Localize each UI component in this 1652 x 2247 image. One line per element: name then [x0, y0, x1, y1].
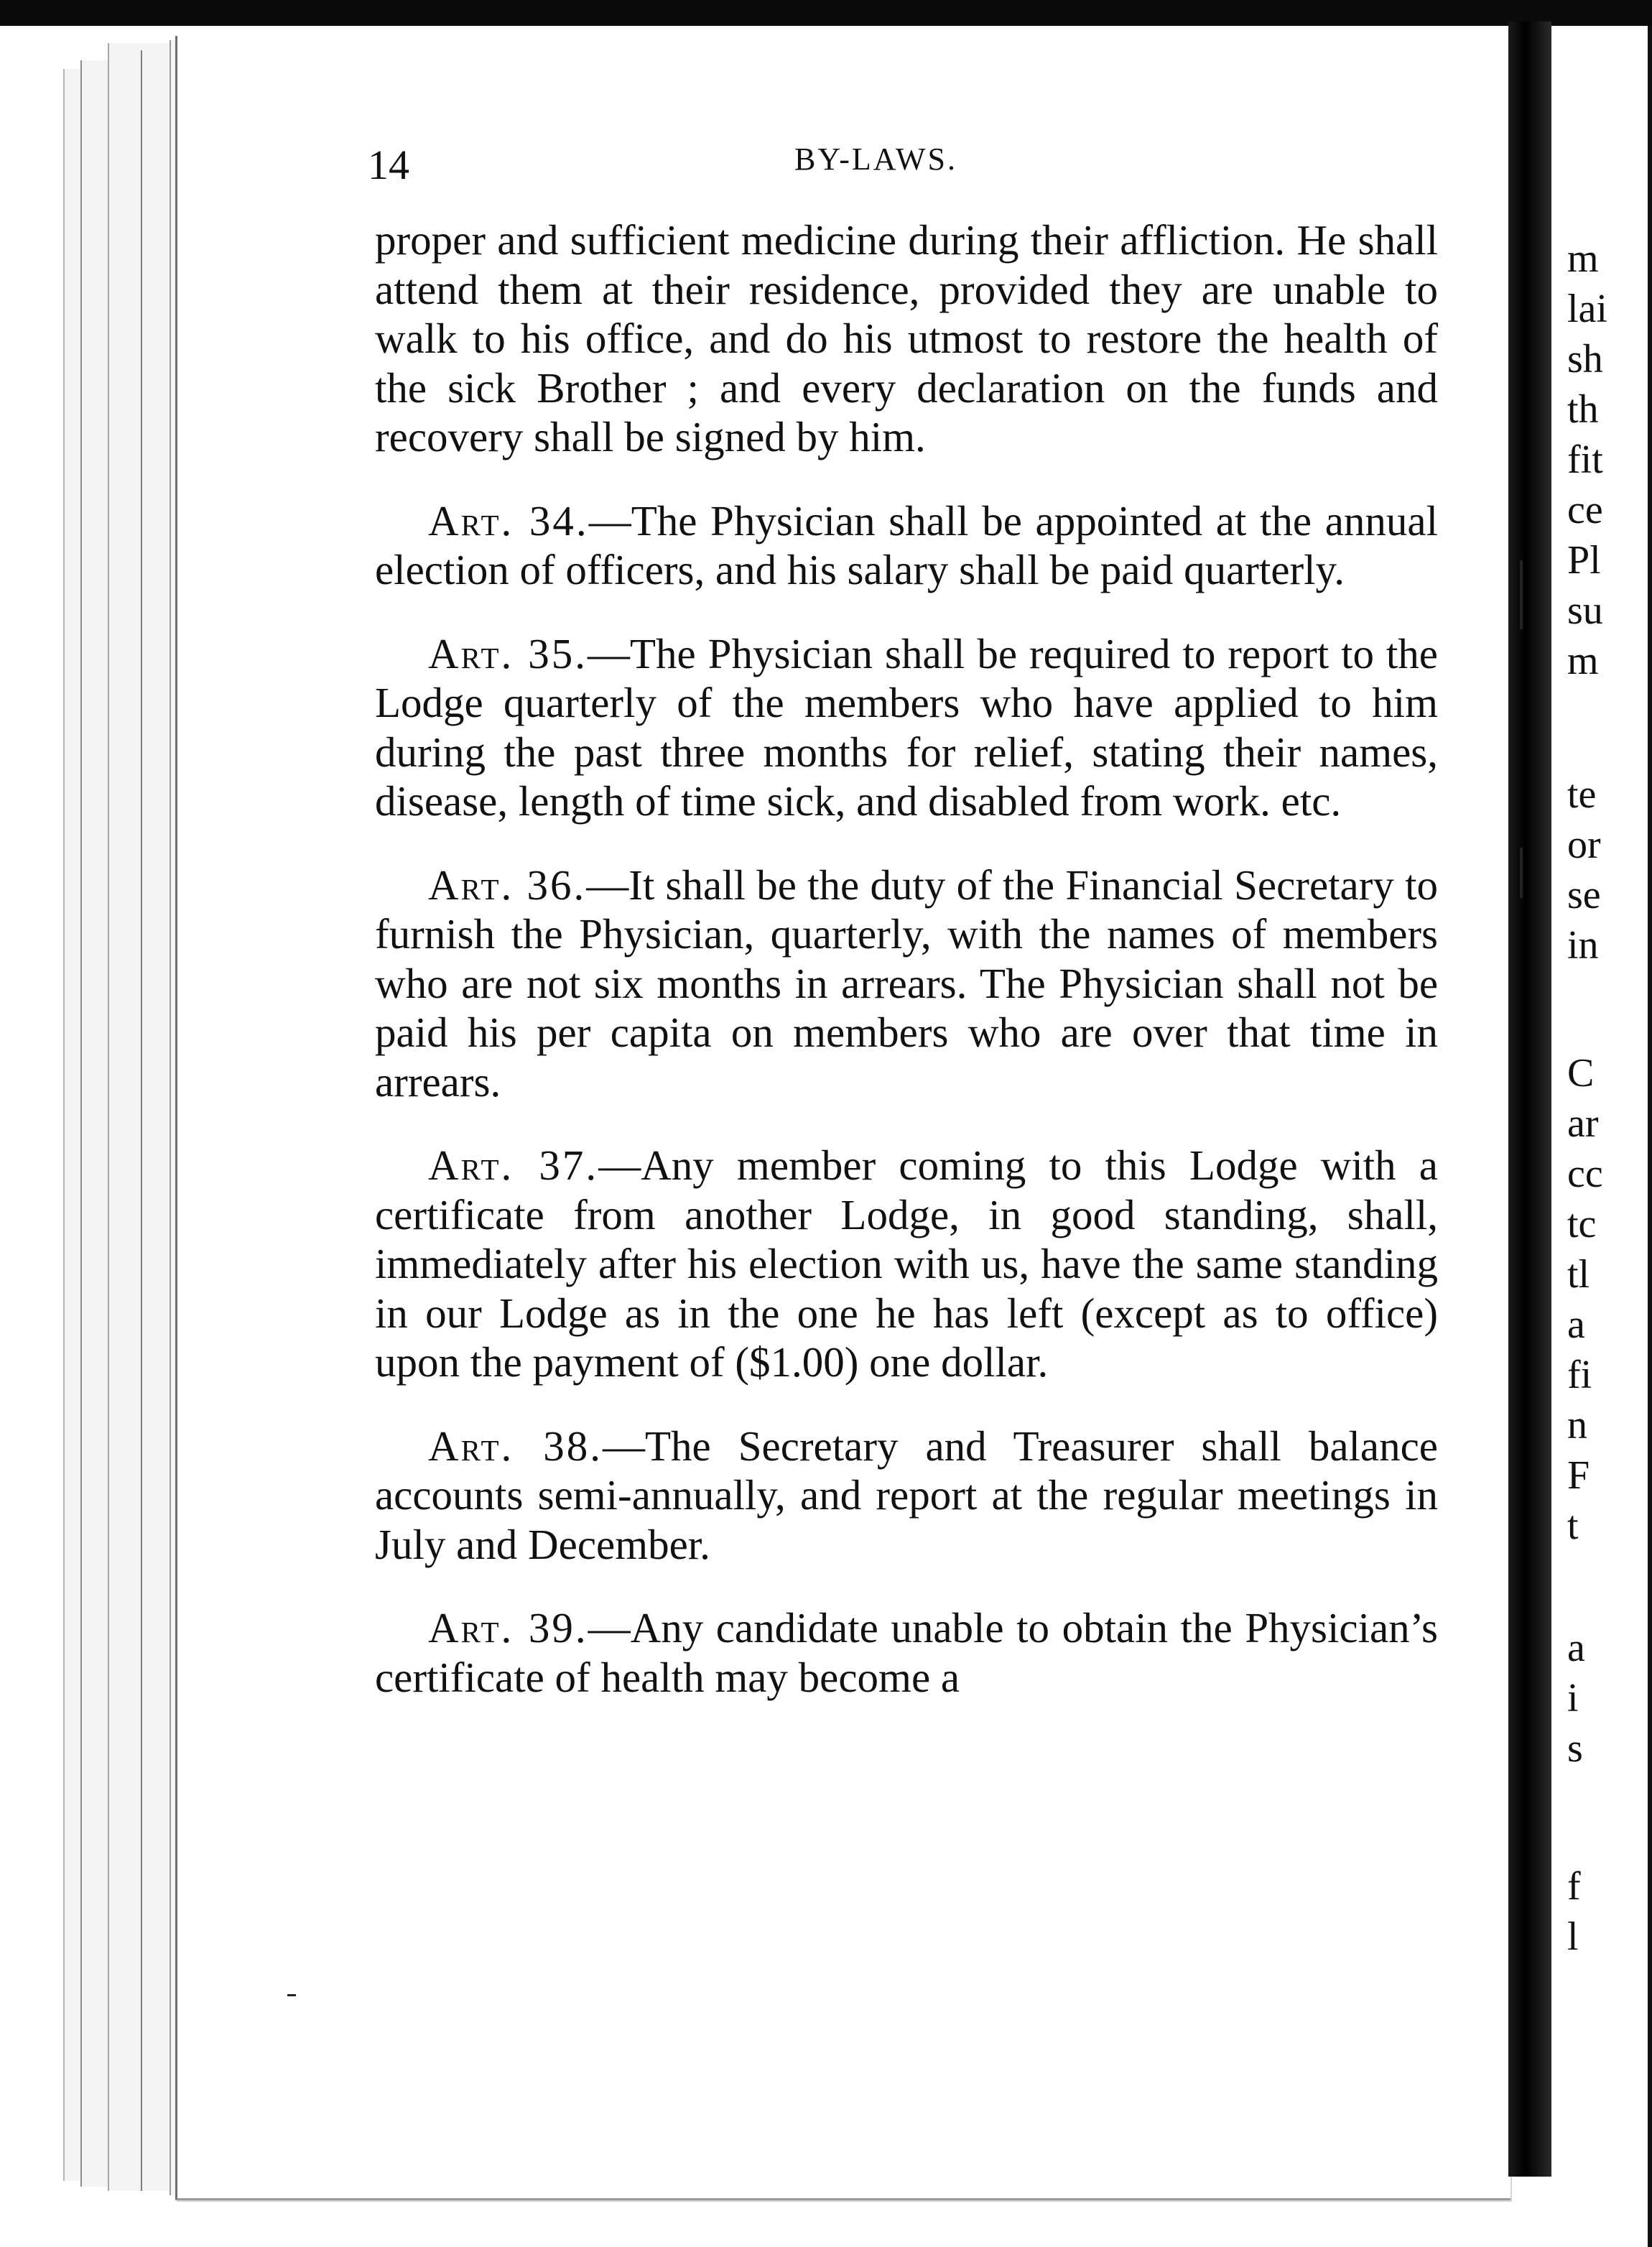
article-text: —Any member coming to this Lodge with a certificate from another Lodge, in good standing, shall, immediately after his election with us, have the same standing in our Lodge as in the one he has left (except as to office) upon the payment of ($1.00) one dollar.: [375, 1141, 1438, 1386]
page-body: [375, 216, 1438, 1702]
paragraph: [375, 216, 1438, 462]
article-label: Art. 37.: [428, 1141, 599, 1189]
article-38: [375, 1422, 1438, 1570]
next-page-fragment: a: [1567, 1626, 1585, 1670]
scanner-border: [0, 0, 1652, 26]
next-page-fragment: fi: [1567, 1353, 1592, 1397]
next-page-fragment: or: [1567, 823, 1601, 867]
next-page-fragment: cc: [1567, 1152, 1603, 1196]
next-page-fragment: se: [1567, 873, 1601, 917]
running-title: BY-LAWS.: [794, 142, 958, 177]
gutter-shadow-mark: [1520, 848, 1523, 898]
next-page-fragment: i: [1567, 1676, 1579, 1720]
next-page-fragment: m: [1567, 236, 1599, 281]
next-page-fragment: in: [1567, 923, 1599, 968]
article-label: Art. 35.: [428, 629, 588, 677]
next-page-fragment: m: [1567, 639, 1599, 683]
article-39: [375, 1603, 1438, 1702]
next-page-fragment: Pl: [1567, 538, 1601, 583]
paragraph-text: proper and sufficient medicine during their affliction. He shall attend them at their residence, provided they are unable to walk to his office, and do his utmost to restore the health of the sick Brother ; and every declaration on the funds and recovery shall be signed by him.: [375, 216, 1438, 460]
next-page-fragment: su: [1567, 588, 1603, 633]
page-number: 14: [368, 142, 409, 188]
article-label: Art. 38.: [428, 1422, 603, 1470]
article-36: [375, 861, 1438, 1107]
article-label: Art. 36.: [428, 861, 587, 909]
article-label: Art. 34.: [428, 496, 589, 545]
next-page-fragment: F: [1567, 1453, 1590, 1498]
paper-speck: [287, 1994, 296, 1996]
article-label: Art. 39.: [428, 1604, 588, 1651]
next-page-fragment: tl: [1567, 1252, 1590, 1297]
next-page-fragment: l: [1567, 1914, 1579, 1959]
article-text: —It shall be the duty of the Financial Secretary to furnish the Physician, quarterly, with the names of members who are not six months in arrears. The Physician shall not be paid his per capita on members who are over that time in arrears.: [375, 861, 1438, 1106]
next-page-fragment: f: [1567, 1864, 1581, 1909]
next-page-fragment: ce: [1567, 488, 1603, 532]
next-page-fragment: a: [1567, 1302, 1585, 1347]
next-page-fragment: lai: [1567, 287, 1607, 331]
article-34: [375, 496, 1438, 595]
article-35: [375, 629, 1438, 826]
next-page-fragment: sh: [1567, 337, 1603, 381]
article-text: —The Physician shall be required to report to the Lodge quarterly of the members who have applied to him during the past three months for relief, stating their names, disease, length of time sick, and disabled from work. etc.: [375, 629, 1438, 825]
next-page-fragment: tc: [1567, 1202, 1597, 1246]
book-gutter: [1508, 22, 1551, 2177]
adjacent-page: [1551, 26, 1652, 2247]
next-page-fragment: ar: [1567, 1101, 1599, 1146]
article-text: —The Secretary and Treasurer shall balance accounts semi-annually, and report at the regular meetings in July and December.: [375, 1422, 1438, 1568]
scanner-border: [1648, 26, 1652, 2247]
next-page-fragment: fit: [1567, 437, 1603, 482]
article-37: [375, 1141, 1438, 1387]
next-page-fragment: th: [1567, 387, 1599, 432]
next-page-fragment: s: [1567, 1726, 1583, 1771]
next-page-fragment: n: [1567, 1403, 1587, 1447]
gutter-shadow-mark: [1520, 560, 1523, 629]
article-text: —The Physician shall be appointed at the annual election of officers, and his salary shall be paid quarterly.: [375, 496, 1439, 593]
next-page-fragment: t: [1567, 1504, 1579, 1548]
article-text: —Any candidate unable to obtain the Physician’s certificate of health may become a: [375, 1604, 1438, 1701]
next-page-fragment: te: [1567, 772, 1597, 817]
next-page-fragment: C: [1567, 1051, 1595, 1095]
